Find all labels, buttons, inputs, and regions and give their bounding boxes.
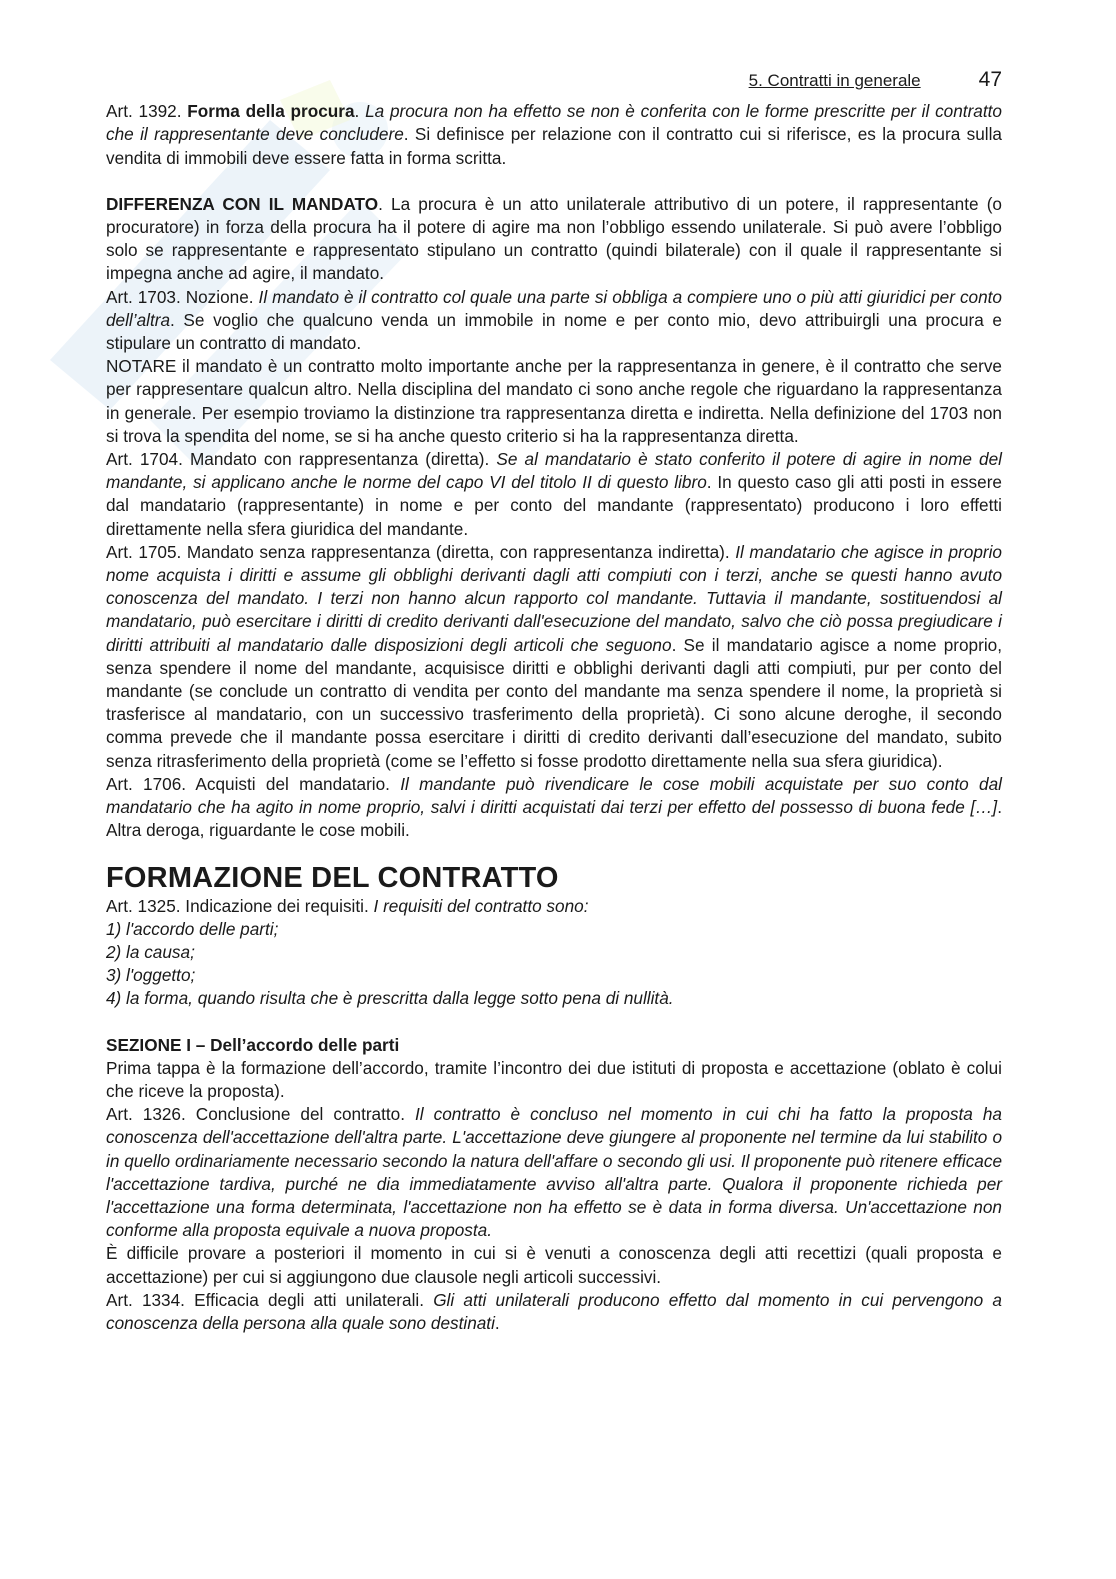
list-item: 2) la causa; xyxy=(106,941,195,962)
paragraph-art-1334: Art. 1334. Efficacia degli atti unilaterali. Gli atti unilaterali producono effetto dal momento in cui pervengono a conoscenza della persona alla quale sono destinati. xyxy=(106,1289,1002,1333)
paragraph-notare: NOTARE il mandato è un contratto molto importante anche per la rappresentanza in genere, è il contratto che serve per rappresentare qualcun altro. Nella disciplina del mandato ci sono anche regole che riguardano la rappresentanza in generale. Per esempio troviamo la distinzione tra rappresentanza diretta e indiretta. Nella definizione del 1703 non si trova la spendita del nome, se si ha anche questo criterio si ha la rappresentanza diretta. xyxy=(106,356,1002,446)
page-number: 47 xyxy=(978,68,1002,91)
paragraph-difficile: È difficile provare a posteriori il momento in cui si è venuti a conoscenza degli atti recettizi (quali proposta e accettazione) per cui si aggiungono due clausole negli articoli successivi. xyxy=(106,1243,1002,1287)
paragraph-art-1703: Art. 1703. Nozione. Il mandato è il contratto col quale una parte si obbliga a compiere uno o più atti giuridici per conto dell’altra. Se voglio che qualcuno venda un immobile in nome e per conto mio, devo attribuirgli una procura e stipulare un contratto di mandato. xyxy=(106,286,1002,354)
paragraph-art-1392: Art. 1392. Forma della procura. La procura non ha effetto se non è conferita con le forme prescritte per il contratto che il rappresentante deve concludere. Si definisce per relazione con il contratto cui si riferisce, es la procura sulla vendita di immobili deve essere fatta in forma scritta. xyxy=(106,101,1002,168)
running-header xyxy=(106,68,1002,92)
paragraph-art-1326: Art. 1326. Conclusione del contratto. Il contratto è concluso nel momento in cui chi ha fatto la proposta ha conoscenza dell'accettazione dell'altra parte. L'accettazione deve giungere al proponente nel termine da lui stabilito o in quello ordinariamente necessario secondo la natura dell'affare o secondo gli usi. Il proponente può ritenere efficace l'accettazione tardiva, purché ne dia immediatamente avviso all'altra parte. Qualora il proponente richieda per l'accettazione una forma determinata, l'accettazione non ha effetto se è data in forma diversa. Un'accettazione non conforme alla proposta equivale a nuova proposta. xyxy=(106,1104,1002,1241)
paragraph-art-1706: Art. 1706. Acquisti del mandatario. Il mandante può rivendicare le cose mobili acquistate per suo conto dal mandatario che ha agito in nome proprio, salvi i diritti acquistati dai terzi per effetto del possesso di buona fede […]. Altra deroga, riguardante le cose mobili. xyxy=(106,773,1002,841)
subsection-heading-sezione-i: SEZIONE I – Dell’accordo delle parti xyxy=(106,1034,400,1055)
list-item: 3) l'oggetto; xyxy=(106,965,196,986)
section-heading-formazione: FORMAZIONE DEL CONTRATTO xyxy=(106,861,559,894)
paragraph-art-1325: Art. 1325. Indicazione dei requisiti. I requisiti del contratto sono: xyxy=(106,895,589,916)
paragraph-art-1705: Art. 1705. Mandato senza rappresentanza (diretta, con rappresentanza indiretta). Il mandatario che agisce in proprio nome acquista i diritti e assume gli obblighi derivanti dagli atti compiuti con i terzi, anche se questi hanno avuto conoscenza del mandato. I terzi non hanno alcun rapporto col mandante. Tuttavia il mandante, sostituendosi al mandatario, può esercitare i diritti di credito derivanti dall'esecuzione del mandato, salvo che ciò possa pregiudicare i diritti attribuiti al mandatario dalle disposizioni degli articoli che seguono. Se il mandatario agisce a nome proprio, senza spendere il nome del mandante, acquisisce diritti e obblighi derivanti dagli atti compiuti, pur per conto del mandante (se conclude un contratto di vendita per conto del mandante ma senza spendere il nome, la proprietà si trasferisce al mandatario, con un successivo trasferimento della proprietà). Ci sono alcune deroghe, il secondo comma prevede che il mandante possa esercitare i diritti di credito derivanti dall’esecuzione del mandato, subito senza ritrasferimento della proprietà (come se l’effetto si fosse prodotto direttamente nella sua sfera giuridica). xyxy=(106,541,1002,771)
chapter-title: 5. Contratti in generale xyxy=(748,71,921,90)
paragraph-differenza: DIFFERENZA CON IL MANDATO. La procura è un atto unilaterale attributivo di un potere, il rappresentante (o procuratore) in forza della procura ha il potere di agire ma non l’obbligo essendo unilaterale. Si può avere l’obbligo solo se rappresentante e rappresentato stipulano un contratto (quindi bilaterale) con il quale il rappresentante si impegna anche ad agire, il mandato. xyxy=(106,193,1002,284)
list-item: 4) la forma, quando risulta che è prescritta dalla legge sotto pena di nullità. xyxy=(106,988,674,1009)
list-item: 1) l'accordo delle parti; xyxy=(106,918,279,939)
paragraph-prima-tappa: Prima tappa è la formazione dell’accordo, tramite l’incontro dei due istituti di proposta e accettazione (oblato è colui che riceve la proposta). xyxy=(106,1057,1002,1101)
paragraph-art-1704: Art. 1704. Mandato con rappresentanza (diretta). Se al mandatario è stato conferito il potere di agire in nome del mandante, si applicano anche le norme del capo VI del titolo II di questo libro. In questo caso gli atti posti in essere dal mandatario (rappresentante) in nome e per conto del mandante (rappresentato) producono i loro effetti direttamente nella sfera giuridica del mandante. xyxy=(106,449,1002,539)
page-body xyxy=(106,68,1002,1335)
requisiti-list xyxy=(106,918,1002,1011)
